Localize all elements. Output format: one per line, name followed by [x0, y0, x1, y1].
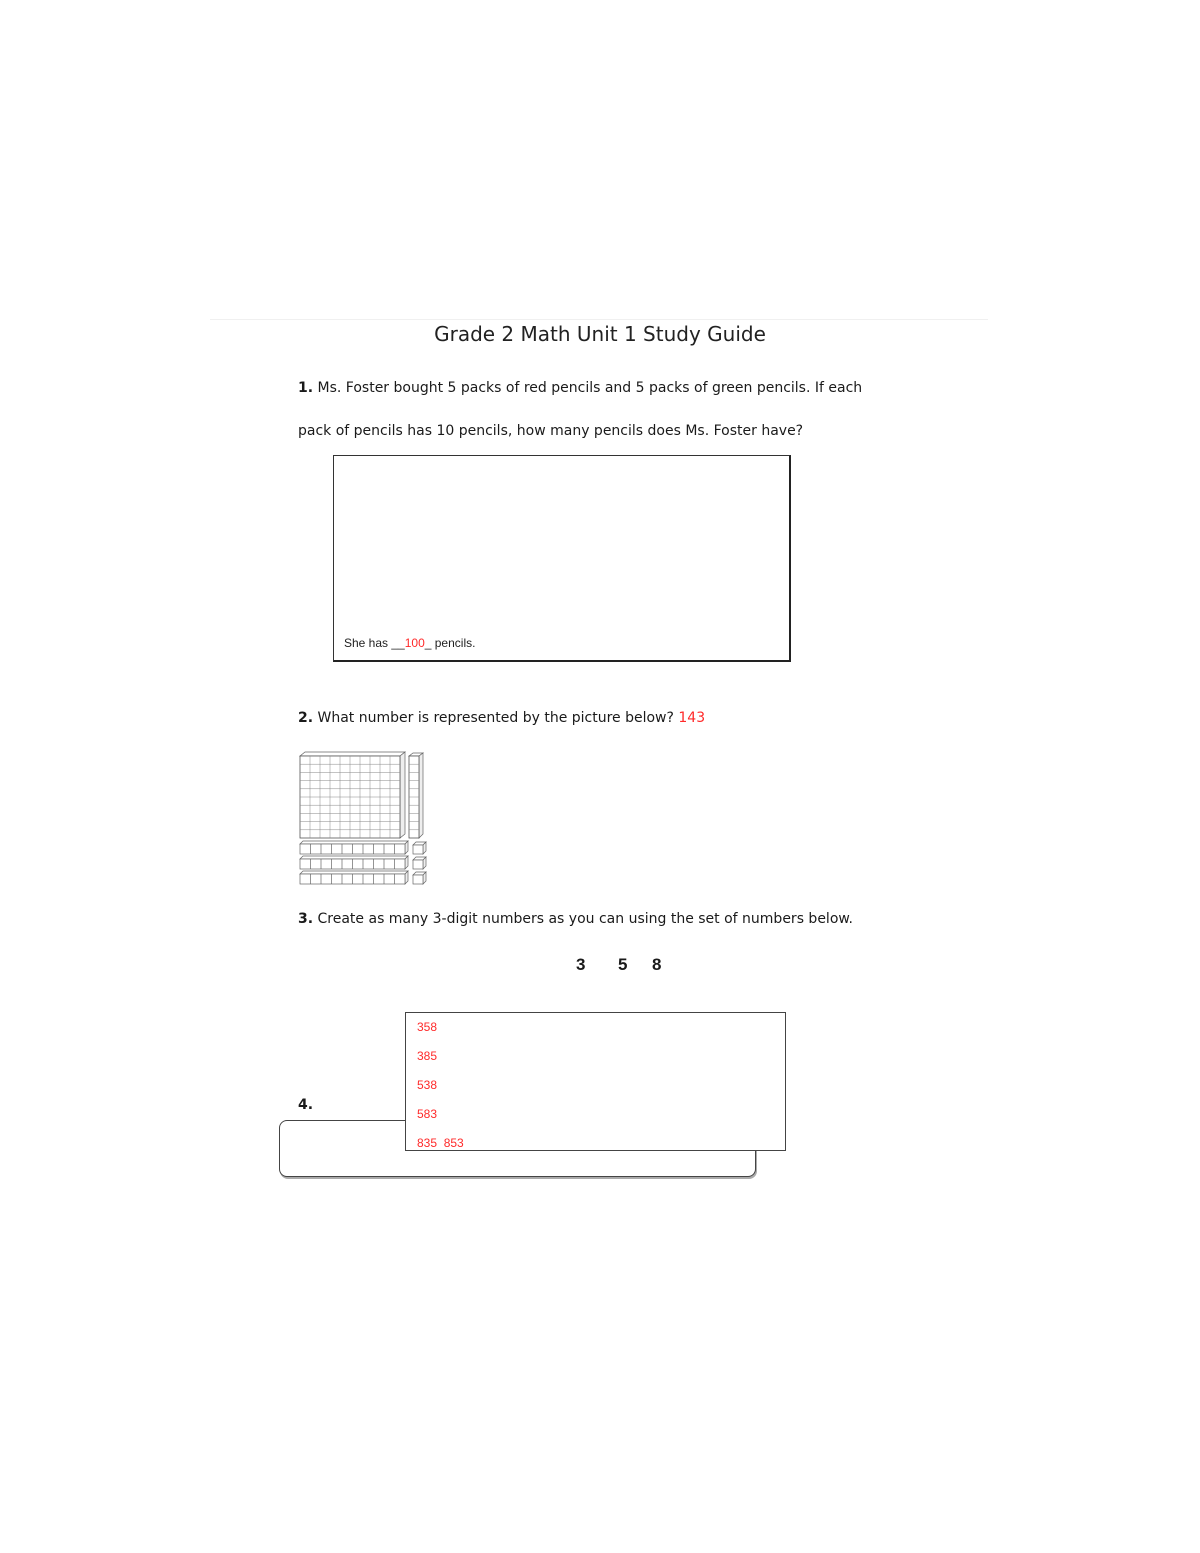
- tens-rod: [300, 856, 408, 869]
- list-item: 835 853: [417, 1136, 464, 1150]
- question-4-number: 4.: [298, 1097, 314, 1113]
- hundreds-flat: [300, 752, 405, 838]
- digit-3: 8: [652, 955, 662, 974]
- base-ten-blocks: [295, 750, 435, 890]
- list-item: 385: [417, 1049, 438, 1063]
- question-3-text: Create as many 3-digit numbers as you can using the set of numbers below.: [317, 911, 854, 927]
- question-2-text: What number is represented by the picture below?: [317, 710, 674, 726]
- answer-prefix: She has __: [344, 636, 405, 650]
- question-1-text-1: Ms. Foster bought 5 packs of red pencils and 5 packs of green pencils. If each: [317, 380, 863, 396]
- tens-rod: [300, 871, 408, 884]
- tens-rod-vertical: [409, 753, 423, 838]
- question-3-answer-box: [405, 1012, 786, 1151]
- question-1-answer: [344, 636, 475, 650]
- list-item: 538: [417, 1078, 438, 1092]
- top-rule: [210, 319, 988, 320]
- tens-rods-horizontal: [300, 841, 408, 884]
- digit-2: 5: [618, 955, 628, 974]
- ones-cube: [413, 872, 426, 884]
- question-3-number: 3.: [298, 911, 314, 927]
- question-2-number: 2.: [298, 710, 314, 726]
- question-1-line-2: pack of pencils has 10 pencils, how many pencils does Ms. Foster have?: [298, 423, 804, 439]
- question-3: [298, 911, 853, 927]
- answer-suffix: _ pencils.: [424, 636, 476, 650]
- ones-cube: [413, 857, 426, 869]
- digit-1: 3: [576, 955, 586, 974]
- tens-rod: [300, 841, 408, 854]
- page-title: Grade 2 Math Unit 1 Study Guide: [434, 322, 766, 346]
- ones-cube: [413, 842, 426, 854]
- question-1-line-1: [298, 380, 862, 396]
- question-1-number: 1.: [298, 380, 314, 396]
- list-item: 583: [417, 1107, 438, 1121]
- ones-cubes: [413, 842, 426, 884]
- list-item: 358: [417, 1020, 438, 1034]
- question-2-answer: 143: [678, 710, 706, 726]
- answer-value: 100: [404, 636, 425, 650]
- question-2: [298, 710, 705, 726]
- question-1-work-box: [333, 455, 791, 662]
